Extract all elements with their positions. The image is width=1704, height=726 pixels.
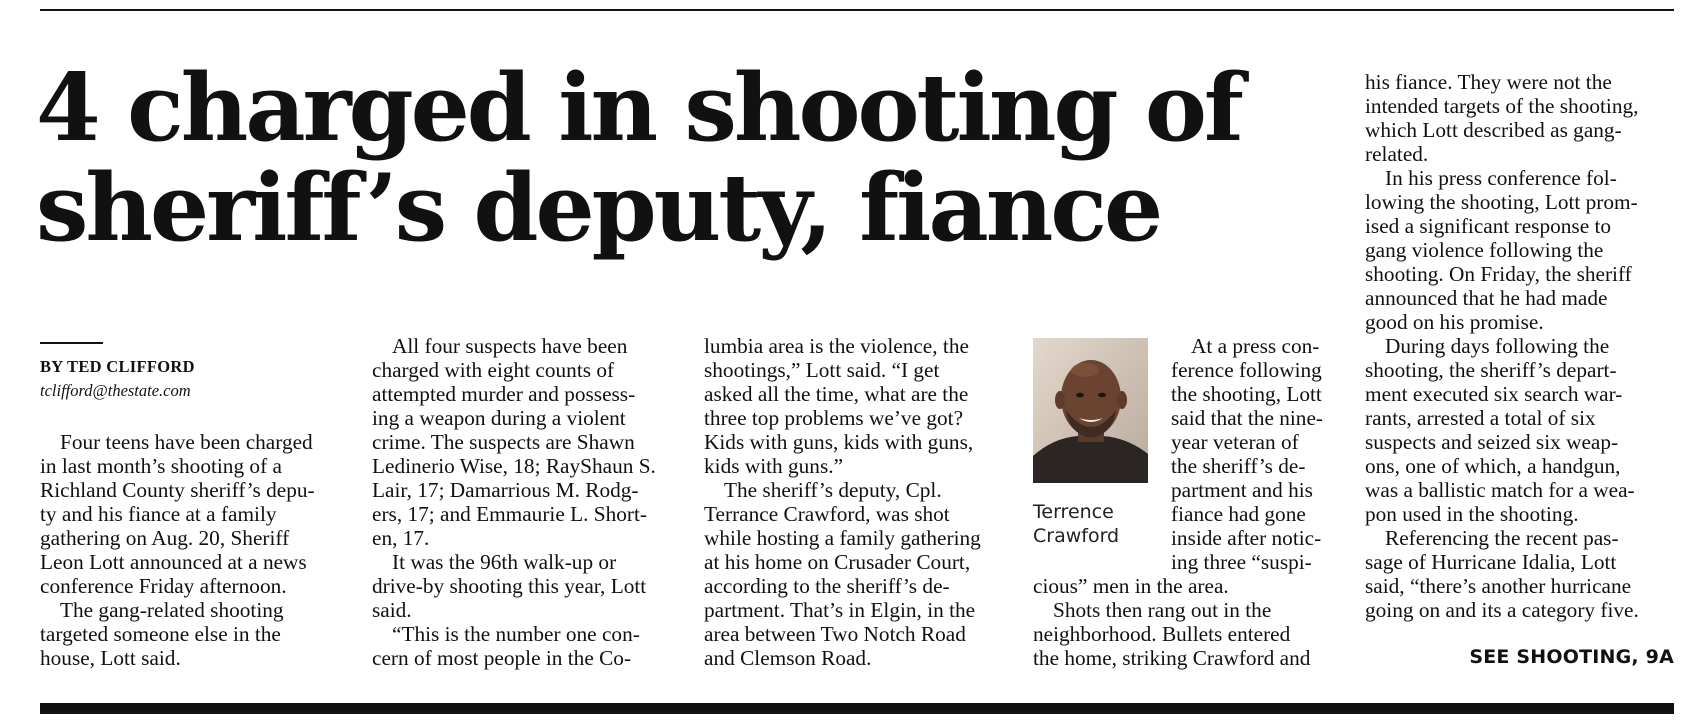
text-line: Referencing the recent pas-	[1385, 526, 1619, 550]
caption-line: Crawford	[1033, 525, 1120, 547]
headline-line-2: sheriff’s deputy, fiance	[36, 153, 1161, 263]
text-line: related.	[1365, 142, 1429, 166]
jump-link[interactable]: SEE SHOOTING, 9A	[1469, 646, 1674, 668]
text-line: ers, 17; and Emmaurie L. Short-	[372, 502, 648, 526]
text-line: said.	[372, 598, 412, 622]
text-line: partment. That’s in Elgin, in the	[704, 598, 976, 622]
text-line: targeted someone else in the	[40, 622, 281, 646]
text-line: announced that he had made	[1365, 286, 1608, 310]
text-line: in last month’s shooting of a	[40, 454, 282, 478]
text-line: Kids with guns, kids with guns,	[704, 430, 974, 454]
text-line: ference following	[1171, 358, 1322, 382]
text-line: which Lott described as gang-	[1365, 118, 1622, 142]
article-column-4-beside-photo	[1171, 334, 1351, 574]
text-line: inside after notic-	[1171, 526, 1322, 550]
photo-caption	[1033, 500, 1119, 548]
text-line: shooting, the sheriff’s depart-	[1365, 358, 1617, 382]
text-line: ing a weapon during a violent	[372, 406, 626, 430]
top-rule	[40, 9, 1674, 11]
caption-line: Terrence	[1033, 501, 1114, 523]
text-line: charged with eight counts of	[372, 358, 615, 382]
article-column-3	[704, 334, 1019, 670]
text-line: suspects and seized six weap-	[1365, 430, 1619, 454]
text-line: said, “there’s another hurricane	[1365, 574, 1632, 598]
text-line: drive-by shooting this year, Lott	[372, 574, 647, 598]
text-line: his fiance. They were not the	[1365, 70, 1612, 94]
text-line: house, Lott said.	[40, 646, 181, 670]
text-line: The gang-related shooting	[60, 598, 284, 622]
byline-email: tclifford@thestate.com	[40, 381, 191, 400]
text-line: was a ballistic match for a wea-	[1365, 478, 1635, 502]
text-line: ty and his fiance at a family	[40, 502, 277, 526]
article-column-4-full	[1033, 574, 1348, 670]
text-line: During days following the	[1385, 334, 1610, 358]
text-line: and Clemson Road.	[704, 646, 872, 670]
text-line: neighborhood. Bullets entered	[1033, 622, 1291, 646]
portrait-image	[1033, 338, 1148, 483]
byline-rule	[40, 342, 103, 344]
text-line: cern of most people in the Co-	[372, 646, 632, 670]
text-line: pon used in the shooting.	[1365, 502, 1579, 526]
text-line: crime. The suspects are Shawn	[372, 430, 635, 454]
text-line: area between Two Notch Road	[704, 622, 966, 646]
text-line: Shots then rang out in the	[1053, 598, 1272, 622]
text-line: ment executed six search war-	[1365, 382, 1623, 406]
text-line: All four suspects have been	[392, 334, 628, 358]
text-line: asked all the time, what are the	[704, 382, 969, 406]
text-line: lowing the shooting, Lott prom-	[1365, 190, 1638, 214]
text-line: Richland County sheriff’s depu-	[40, 478, 315, 502]
text-line: at his home on Crusader Court,	[704, 550, 971, 574]
text-line: kids with guns.”	[704, 454, 844, 478]
headline-line-1: 4 charged in shooting of	[36, 53, 1241, 162]
text-line: the shooting, Lott	[1171, 382, 1322, 406]
text-line: according to the sheriff’s de-	[704, 574, 950, 598]
text-line: attempted murder and possess-	[372, 382, 636, 406]
text-line: Terrance Crawford, was shot	[704, 502, 950, 526]
text-line: the home, striking Crawford and	[1033, 646, 1311, 670]
text-line: conference Friday afternoon.	[40, 574, 287, 598]
text-line: ised a significant response to	[1365, 214, 1612, 238]
text-line: It was the 96th walk-up or	[392, 550, 617, 574]
text-line: intended targets of the shooting,	[1365, 94, 1639, 118]
text-line: Leon Lott announced at a news	[40, 550, 307, 574]
text-line: good on his promise.	[1365, 310, 1544, 334]
text-line: In his press conference fol-	[1385, 166, 1617, 190]
text-line: shooting. On Friday, the sheriff	[1365, 262, 1632, 286]
text-line: shootings,” Lott said. “I get	[704, 358, 940, 382]
text-line: gathering on Aug. 20, Sheriff	[40, 526, 290, 550]
text-line: the sheriff’s de-	[1171, 454, 1306, 478]
article-column-5	[1365, 70, 1680, 622]
text-line: en, 17.	[372, 526, 430, 550]
text-line: ing three “suspi-	[1171, 550, 1312, 574]
text-line: lumbia area is the violence, the	[704, 334, 969, 358]
article-column-1	[40, 430, 355, 670]
text-line: cious” men in the area.	[1033, 574, 1229, 598]
text-line: At a press con-	[1191, 334, 1320, 358]
text-line: year veteran of	[1171, 430, 1299, 454]
text-line: going on and its a category five.	[1365, 598, 1639, 622]
portrait-photo	[1033, 338, 1148, 483]
bottom-rule	[40, 703, 1674, 714]
text-line: Lair, 17; Damarrious M. Rodg-	[372, 478, 639, 502]
text-line: while hosting a family gathering	[704, 526, 981, 550]
text-line: gang violence following the	[1365, 238, 1604, 262]
text-line: “This is the number one con-	[392, 622, 640, 646]
article-column-2	[372, 334, 687, 670]
byline-author: BY TED CLIFFORD	[40, 357, 195, 376]
text-line: rants, arrested a total of six	[1365, 406, 1596, 430]
text-line: fiance had gone	[1171, 502, 1306, 526]
headline	[36, 53, 1356, 263]
text-line: Ledinerio Wise, 18; RayShaun S.	[372, 454, 656, 478]
text-line: ons, one of which, a handgun,	[1365, 454, 1621, 478]
text-line: three top problems we’ve got?	[704, 406, 964, 430]
text-line: partment and his	[1171, 478, 1313, 502]
text-line: said that the nine-	[1171, 406, 1323, 430]
text-line: sage of Hurricane Idalia, Lott	[1365, 550, 1617, 574]
text-line: The sheriff’s deputy, Cpl.	[724, 478, 942, 502]
text-line: Four teens have been charged	[60, 430, 313, 454]
